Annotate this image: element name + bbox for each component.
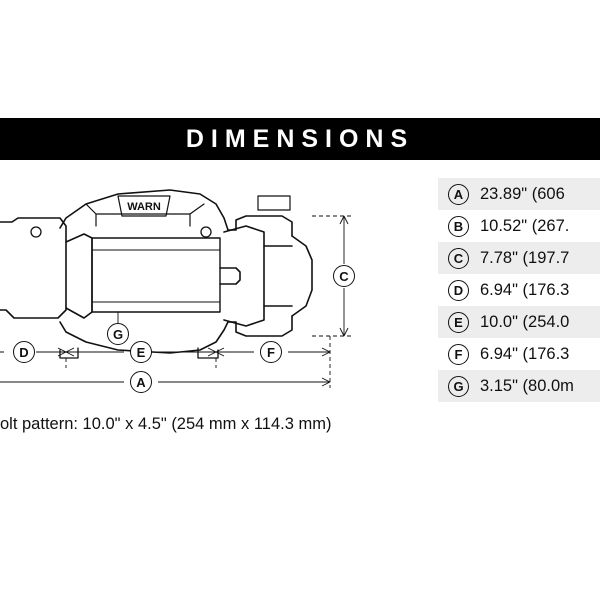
dimension-bubble-f: F (260, 341, 282, 363)
legend-badge-a: A (448, 184, 469, 205)
dimension-bubble-d: D (13, 341, 35, 363)
legend-row-a (438, 178, 600, 210)
legend-badge-f: F (448, 344, 469, 365)
dimension-bubble-a: A (130, 371, 152, 393)
legend-row-b (438, 210, 600, 242)
legend-value-b: 10.52" (267. (480, 216, 570, 235)
legend-badge-e: E (448, 312, 469, 333)
legend-badge-d: D (448, 280, 469, 301)
legend-row-c (438, 242, 600, 274)
legend-value-d: 6.94" (176.3 (480, 280, 570, 299)
dimension-bubble-g: G (107, 323, 129, 345)
legend-badge-g: G (448, 376, 469, 397)
legend-value-e: 10.0" (254.0 (480, 312, 570, 331)
winch-dimension-drawing (0, 160, 440, 440)
dimension-bubble-c: C (333, 265, 355, 287)
legend-row-e (438, 306, 600, 338)
winch-drawing-svg (0, 160, 440, 440)
page-title: DIMENSIONS (185, 124, 415, 153)
dimension-legend-table (438, 178, 600, 402)
legend-row-g (438, 370, 600, 402)
legend-value-a: 23.89" (606 (480, 184, 565, 203)
dimension-bubble-e: E (130, 341, 152, 363)
legend-value-g: 3.15" (80.0m (480, 376, 574, 395)
legend-value-f: 6.94" (176.3 (480, 344, 570, 363)
legend-badge-c: C (448, 248, 469, 269)
legend-badge-b: B (448, 216, 469, 237)
legend-value-c: 7.78" (197.7 (480, 248, 570, 267)
brand-label: WARN (127, 201, 161, 213)
bolt-pattern-note: olt pattern: 10.0" x 4.5" (254 mm x 114.3 mm) (0, 415, 332, 433)
legend-row-d (438, 274, 600, 306)
legend-row-f (438, 338, 600, 370)
dimensions-banner (0, 118, 600, 160)
